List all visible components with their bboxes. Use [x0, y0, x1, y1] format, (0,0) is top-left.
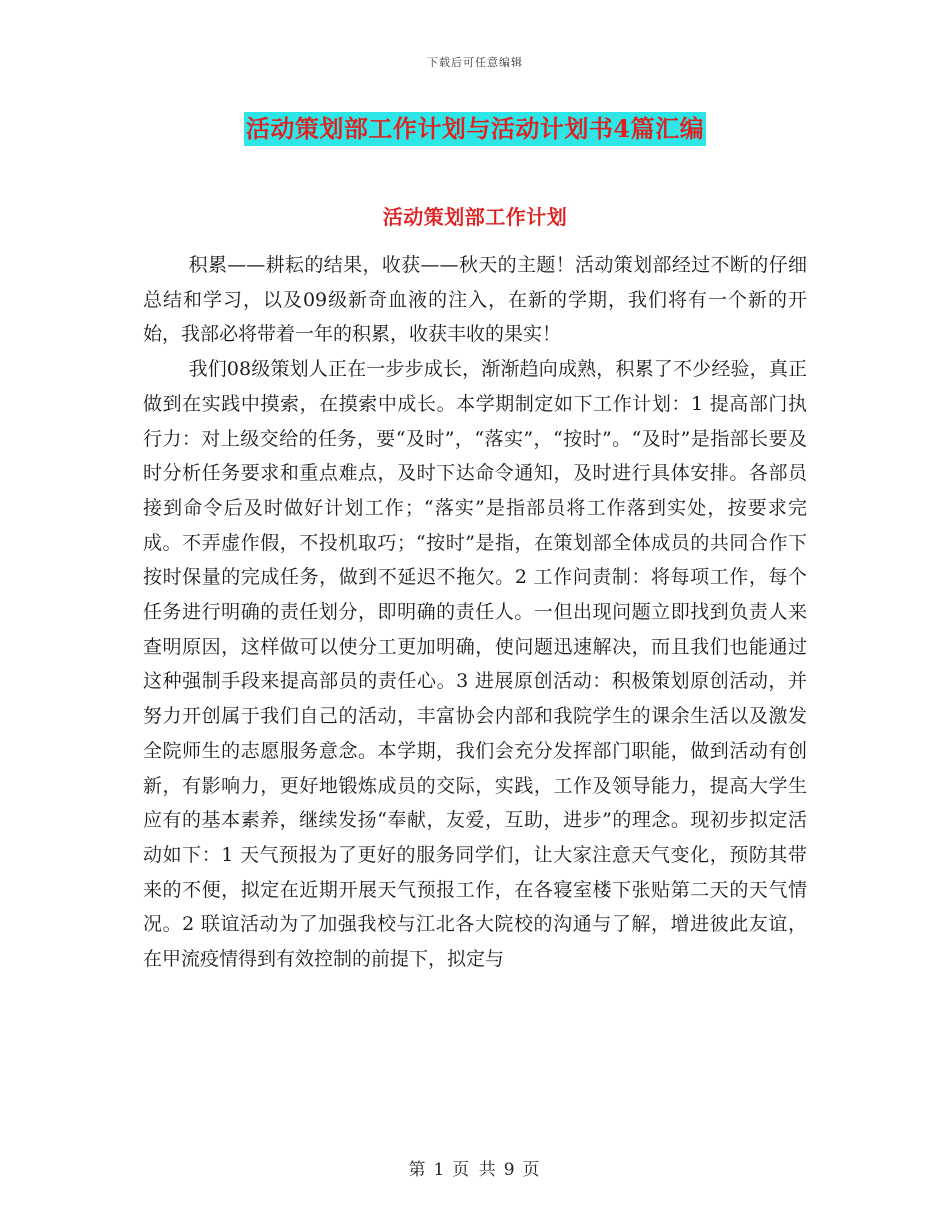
footer-middle: 页 共	[452, 1160, 498, 1180]
main-title-container	[0, 112, 950, 146]
paragraph: 积累——耕耘的结果，收获——秋天的主题！活动策划部经过不断的仔细总结和学习，以及09级新奇血液的注入，在新的学期，我们将有一个新的开始，我部必将带着一年的积累，收获丰收的果实！	[143, 254, 807, 346]
document-body	[143, 248, 807, 977]
footer-prefix: 第	[408, 1160, 428, 1180]
page-number: 1	[433, 1160, 447, 1180]
footer-suffix: 页	[522, 1160, 542, 1180]
page-footer	[0, 1155, 950, 1180]
header-note: 下载后可任意编辑	[427, 56, 523, 69]
main-title: 活动策划部工作计划与活动计划书4篇汇编	[244, 112, 706, 146]
section-title: 活动策划部工作计划	[382, 205, 568, 229]
page-total: 9	[503, 1160, 517, 1180]
paragraph: 我们08级策划人正在一步步成长，渐渐趋向成熟，积累了不少经验，真正做到在实践中摸索，在摸索中成长。本学期制定如下工作计划：1 提高部门执行力：对上级交给的任务，要“及时”，“落实”，“按时”。“及时”是指部长要及时分析任务要求和重点难点，及时下达命令通知，及时进行具体安排。各部员接到命令后及时做好计划工作；“落实”是指部员将工作落到实处，按要求完成。不弄虚作假，不投机取巧；“按时”是指，在策划部全体成员的共同合作下按时保量的完成任务，做到不延迟不拖欠。2 工作问责制：将每项工作，每个任务进行明确的责任划分，即明确的责任人。一但出现问题立即找到负责人来查明原因，这样做可以使分工更加明确，使问题迅速解决，而且我们也能通过这种强制手段来提高部员的责任心。3 进展原创活动：积极策划原创活动，并努力开创属于我们自己的活动，丰富协会内部和我院学生的课余生活以及激发全院师生的志愿服务意念。本学期，我们会充分发挥部门职能，做到活动有创新，有影响力，更好地锻炼成员的交际，实践，工作及领导能力，提高大学生应有的基本素养，继续发扬“奉献，友爱，互助，进步”的理念。现初步拟定活动如下：1 天气预报为了更好的服务同学们，让大家注意天气变化，预防其带来的不便，拟定在近期开展天气预报工作，在各寝室楼下张贴第二天的天气情况。2 联谊活动为了加强我校与江北各大院校的沟通与了解，增进彼此友谊，在甲流疫情得到有效控制的前提下，拟定与	[143, 358, 807, 971]
